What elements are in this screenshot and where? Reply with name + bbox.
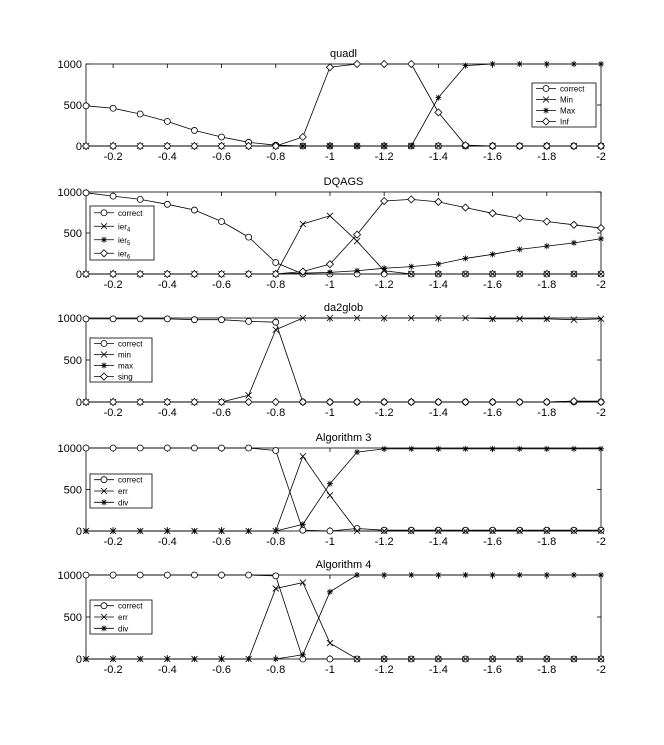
data-point xyxy=(83,103,89,109)
data-point xyxy=(137,316,143,322)
legend-marker xyxy=(101,341,107,347)
data-point xyxy=(354,268,360,274)
subplot-1 xyxy=(58,48,606,163)
data-point xyxy=(273,573,279,579)
data-point xyxy=(544,61,550,67)
data-point xyxy=(110,572,116,578)
data-point xyxy=(273,260,279,266)
data-point xyxy=(571,61,577,67)
x-tick-label: -2 xyxy=(596,279,606,291)
data-point xyxy=(354,449,360,455)
data-point xyxy=(571,527,577,533)
legend-entry: correct xyxy=(560,84,585,94)
data-point xyxy=(598,572,604,578)
data-point xyxy=(517,572,523,578)
x-tick-label: -0.2 xyxy=(103,407,123,419)
subplot-2 xyxy=(58,176,606,291)
data-point xyxy=(300,521,306,527)
data-point xyxy=(327,589,333,595)
axes-box xyxy=(86,448,601,531)
data-point xyxy=(354,143,360,149)
x-tick-label: -0.4 xyxy=(157,536,177,548)
legend-entry: ier$_4$ xyxy=(118,222,131,234)
data-point xyxy=(219,445,225,451)
x-tick-label: -1 xyxy=(325,664,335,676)
x-tick-label: -1.4 xyxy=(428,536,448,548)
data-point xyxy=(435,95,441,101)
y-tick-label: 1000 xyxy=(57,443,82,455)
data-point xyxy=(191,656,197,662)
legend-entry: Min xyxy=(560,95,573,105)
data-point xyxy=(381,572,387,578)
legend-entry: max xyxy=(118,361,134,371)
x-tick-label: -0.8 xyxy=(266,536,286,548)
subplot-title: da2glob xyxy=(323,302,364,314)
data-point xyxy=(490,446,496,452)
x-tick-label: -1.2 xyxy=(374,279,394,291)
data-point xyxy=(110,105,116,111)
data-point xyxy=(191,572,197,578)
data-point xyxy=(327,656,333,662)
y-tick-label: 1000 xyxy=(57,187,82,199)
legend xyxy=(90,206,154,260)
legend-entry: correct xyxy=(118,475,143,485)
x-tick-label: -0.4 xyxy=(157,407,177,419)
x-tick-label: -0.8 xyxy=(266,664,286,676)
data-point xyxy=(83,316,89,322)
data-point xyxy=(327,528,333,534)
y-tick-label: 0 xyxy=(75,397,82,409)
x-tick-label: -1.4 xyxy=(428,407,448,419)
y-tick-label: 1000 xyxy=(57,570,82,582)
x-tick-label: -1.8 xyxy=(537,664,557,676)
data-point xyxy=(137,111,143,117)
y-tick-label: 500 xyxy=(63,100,82,112)
x-tick-label: -2 xyxy=(596,407,606,419)
x-tick-label: -0.6 xyxy=(212,279,232,291)
x-tick-label: -1.2 xyxy=(374,151,394,163)
subplot-3 xyxy=(58,302,606,419)
y-tick-label: 500 xyxy=(63,612,82,624)
legend-entry: correct xyxy=(118,339,143,349)
legend xyxy=(90,474,152,508)
data-point xyxy=(517,446,523,452)
data-point xyxy=(544,243,550,249)
data-point xyxy=(327,143,333,149)
x-tick-label: -1 xyxy=(325,279,335,291)
data-point xyxy=(164,445,170,451)
data-point xyxy=(110,193,116,199)
legend-entry: err xyxy=(118,613,128,622)
data-point xyxy=(381,265,387,271)
x-tick-label: -0.2 xyxy=(103,151,123,163)
data-point xyxy=(571,446,577,452)
x-tick-label: -1.6 xyxy=(483,151,503,163)
y-tick-label: 500 xyxy=(63,484,82,497)
y-tick-label: 500 xyxy=(63,355,82,367)
x-tick-label: -1.6 xyxy=(483,536,503,548)
legend-entry: div xyxy=(118,498,129,508)
data-point xyxy=(273,656,279,662)
data-point xyxy=(435,446,441,452)
x-tick-label: -0.8 xyxy=(266,151,286,163)
legend-entry: correct xyxy=(118,601,143,611)
data-point xyxy=(219,219,225,225)
data-point xyxy=(191,317,197,323)
data-point xyxy=(435,527,441,533)
data-point xyxy=(598,446,604,452)
data-point xyxy=(273,319,279,325)
data-point xyxy=(435,261,441,267)
data-point xyxy=(408,264,414,270)
data-point xyxy=(462,446,468,452)
data-point xyxy=(571,572,577,578)
data-point xyxy=(462,572,468,578)
y-tick-label: 1000 xyxy=(57,59,82,71)
x-tick-label: -0.6 xyxy=(212,664,232,676)
x-tick-label: -0.2 xyxy=(103,664,123,676)
data-point xyxy=(408,446,414,452)
data-point xyxy=(246,528,252,534)
data-point xyxy=(408,572,414,578)
data-point xyxy=(83,528,89,534)
data-point xyxy=(191,528,197,534)
data-point xyxy=(219,528,225,534)
x-tick-label: -1.6 xyxy=(483,407,503,419)
legend xyxy=(90,600,152,634)
data-point xyxy=(83,190,89,196)
y-tick-label: 500 xyxy=(63,228,82,240)
data-point xyxy=(219,317,225,323)
data-point xyxy=(137,572,143,578)
x-tick-label: -1.6 xyxy=(483,664,503,676)
x-tick-label: -1 xyxy=(325,151,335,163)
data-point xyxy=(598,236,604,242)
subplot-title: Algorithm 4 xyxy=(315,559,372,571)
data-point xyxy=(164,201,170,207)
x-tick-label: -1 xyxy=(325,536,335,548)
data-point xyxy=(164,656,170,662)
data-point xyxy=(246,656,252,662)
x-tick-label: -0.6 xyxy=(212,536,232,548)
x-tick-label: -1.4 xyxy=(428,279,448,291)
data-point xyxy=(83,656,89,662)
x-tick-label: -2 xyxy=(596,664,606,676)
data-point xyxy=(137,196,143,202)
data-point xyxy=(246,572,252,578)
x-tick-label: -1.8 xyxy=(537,279,557,291)
data-point xyxy=(327,481,333,487)
data-point xyxy=(273,528,279,534)
data-point xyxy=(490,61,496,67)
subplot-4 xyxy=(58,432,606,548)
x-tick-label: -0.4 xyxy=(157,151,177,163)
data-point xyxy=(191,207,197,213)
data-point xyxy=(110,528,116,534)
subplot-title: DQAGS xyxy=(323,176,364,188)
data-point xyxy=(273,447,279,453)
subplot-title: Algorithm 3 xyxy=(315,432,372,444)
data-point xyxy=(83,445,89,451)
y-tick-label: 0 xyxy=(75,141,82,153)
data-point xyxy=(598,527,604,533)
data-point xyxy=(191,445,197,451)
data-point xyxy=(435,572,441,578)
legend-entry: ier$_6$ xyxy=(118,249,131,261)
legend-marker xyxy=(101,210,107,216)
legend-entry: ier$_5$ xyxy=(118,235,131,247)
y-tick-label: 0 xyxy=(75,526,82,538)
data-point xyxy=(544,572,550,578)
legend-marker xyxy=(101,499,107,505)
data-point xyxy=(246,445,252,451)
subplot-title: quadl xyxy=(330,48,357,60)
data-point xyxy=(83,572,89,578)
data-point xyxy=(462,527,468,533)
legend-marker xyxy=(101,603,107,609)
data-point xyxy=(408,527,414,533)
axes-box xyxy=(86,575,601,659)
x-tick-label: -1.2 xyxy=(374,407,394,419)
data-point xyxy=(219,134,225,140)
data-point xyxy=(381,271,387,277)
x-tick-label: -0.8 xyxy=(266,407,286,419)
data-point xyxy=(381,527,387,533)
data-point xyxy=(544,527,550,533)
axes-box xyxy=(86,64,601,146)
legend-marker xyxy=(543,108,549,114)
data-point xyxy=(300,527,306,533)
x-tick-label: -1.6 xyxy=(483,279,503,291)
data-point xyxy=(246,318,252,324)
data-point xyxy=(110,316,116,322)
data-point xyxy=(381,143,387,149)
y-tick-label: 0 xyxy=(75,269,82,281)
x-tick-label: -0.6 xyxy=(212,151,232,163)
data-point xyxy=(490,527,496,533)
x-tick-label: -0.4 xyxy=(157,664,177,676)
x-tick-label: -1.8 xyxy=(537,407,557,419)
data-point xyxy=(462,63,468,69)
legend-marker xyxy=(101,363,107,369)
subplot-5 xyxy=(58,559,606,676)
x-tick-label: -2 xyxy=(596,536,606,548)
data-point xyxy=(354,572,360,578)
x-tick-label: -0.2 xyxy=(103,279,123,291)
data-point xyxy=(246,234,252,240)
legend-entry: Inf xyxy=(560,117,569,127)
legend-marker xyxy=(543,86,549,92)
legend-marker xyxy=(101,477,107,483)
legend-entry: correct xyxy=(118,208,143,218)
data-point xyxy=(300,652,306,658)
x-tick-label: -1 xyxy=(325,407,335,419)
data-point xyxy=(110,656,116,662)
data-point xyxy=(137,528,143,534)
data-point xyxy=(300,143,306,149)
y-tick-label: 0 xyxy=(75,654,82,666)
legend-entry: sing xyxy=(118,372,133,382)
x-tick-label: -0.8 xyxy=(266,279,286,291)
data-point xyxy=(137,656,143,662)
legend-marker xyxy=(101,625,107,631)
legend-entry: min xyxy=(118,350,131,360)
y-tick-label: 1000 xyxy=(57,313,82,325)
x-tick-label: -1.2 xyxy=(374,536,394,548)
data-point xyxy=(164,528,170,534)
data-point xyxy=(219,656,225,662)
legend-entry: div xyxy=(118,624,129,634)
legend xyxy=(532,83,596,127)
x-tick-label: -1.2 xyxy=(374,664,394,676)
data-point xyxy=(164,572,170,578)
data-point xyxy=(517,246,523,252)
data-point xyxy=(164,316,170,322)
legend xyxy=(90,338,152,382)
x-tick-label: -1.4 xyxy=(428,151,448,163)
data-point xyxy=(219,572,225,578)
data-point xyxy=(517,61,523,67)
data-point xyxy=(164,118,170,124)
axes-box xyxy=(86,192,601,274)
data-point xyxy=(571,240,577,246)
data-point xyxy=(191,127,197,133)
legend-marker xyxy=(101,237,107,243)
data-point xyxy=(490,251,496,257)
x-tick-label: -1.4 xyxy=(428,664,448,676)
data-point xyxy=(327,269,333,275)
data-point xyxy=(490,572,496,578)
x-tick-label: -1.8 xyxy=(537,536,557,548)
data-point xyxy=(462,255,468,261)
data-point xyxy=(110,445,116,451)
x-tick-label: -0.6 xyxy=(212,407,232,419)
data-point xyxy=(544,446,550,452)
x-tick-label: -0.2 xyxy=(103,536,123,548)
x-tick-label: -0.4 xyxy=(157,279,177,291)
axes-box xyxy=(86,318,601,402)
legend-entry: err xyxy=(118,487,128,496)
data-point xyxy=(137,445,143,451)
x-tick-label: -2 xyxy=(596,151,606,163)
x-tick-label: -1.8 xyxy=(537,151,557,163)
data-point xyxy=(517,527,523,533)
data-point xyxy=(408,143,414,149)
data-point xyxy=(598,61,604,67)
data-point xyxy=(381,446,387,452)
legend-entry: Max xyxy=(560,106,576,116)
